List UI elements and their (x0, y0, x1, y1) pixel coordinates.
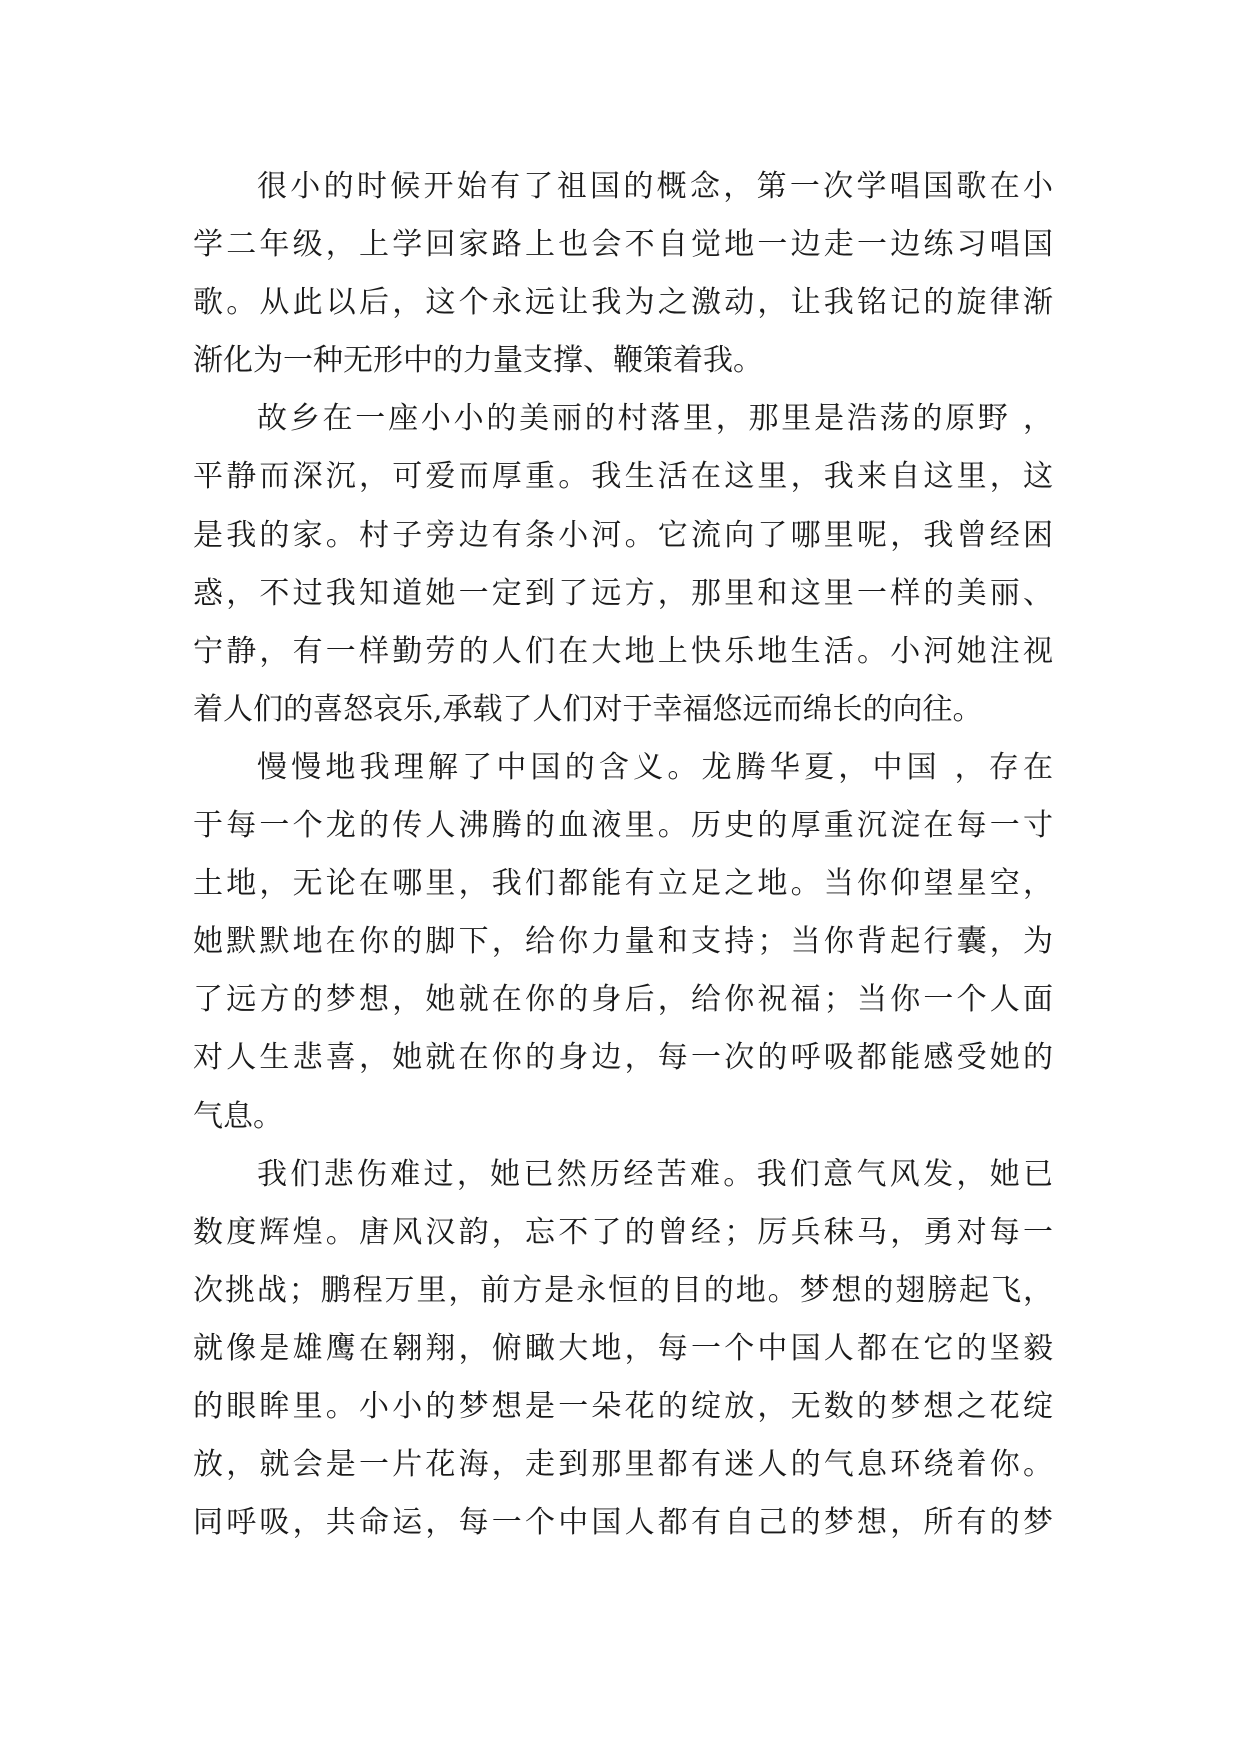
text-line: 渐化为一种无形中的力量支撑、鞭策着我。 (193, 343, 763, 379)
text-line: 她默默地在你的脚下，给你力量和支持；当你背起行囊，为 (193, 924, 1053, 960)
text-line: 就像是雄鹰在翱翔，俯瞰大地，每一个中国人都在它的坚毅 (193, 1330, 1053, 1366)
text-line: 数度辉煌。唐风汉韵，忘不了的曾经；厉兵秣马，勇对每一 (193, 1214, 1053, 1250)
text-line: 很小的时候开始有了祖国的概念，第一次学唱国歌在小 (257, 169, 1053, 204)
text-line: 于每一个龙的传人沸腾的血液里。历史的厚重沉淀在每一寸 (193, 808, 1053, 844)
text-line: 气息。 (193, 1098, 283, 1134)
text-line: 惑，不过我知道她一定到了远方，那里和这里一样的美丽、 (193, 575, 1053, 611)
text-line: 的眼眸里。小小的梦想是一朵花的绽放，无数的梦想之花绽 (193, 1388, 1053, 1424)
text-line: 土地，无论在哪里，我们都能有立足之地。当你仰望星空， (193, 866, 1053, 902)
text-line: 次挑战；鹏程万里，前方是永恒的目的地。梦想的翅膀起飞， (193, 1272, 1053, 1308)
text-line: 着人们的喜怒哀乐,承载了人们对于幸福悠远而绵长的向往。 (193, 691, 983, 727)
text-line: 对人生悲喜，她就在你的身边，每一次的呼吸都能感受她的 (193, 1040, 1053, 1076)
text-line: 我们悲伤难过，她已然历经苦难。我们意气风发，她已 (257, 1156, 1053, 1192)
text-line: 平静而深沉，可爱而厚重。我生活在这里，我来自这里，这 (193, 459, 1053, 495)
text-line: 慢慢地我理解了中国的含义。龙腾华夏，中国 ，存在 (257, 749, 1053, 785)
body-text (193, 158, 1053, 1552)
paragraph-4 (193, 1146, 1053, 1553)
text-line: 了远方的梦想，她就在你的身后，给你祝福；当你一个人面 (193, 982, 1053, 1018)
paragraph-3 (193, 739, 1053, 1146)
paragraph-2 (193, 390, 1053, 739)
text-line: 同呼吸，共命运，每一个中国人都有自己的梦想，所有的梦 (193, 1505, 1053, 1541)
text-line: 是我的家。村子旁边有条小河。它流向了哪里呢，我曾经困 (193, 517, 1053, 553)
text-line: 放，就会是一片花海，走到那里都有迷人的气息环绕着你。 (193, 1447, 1053, 1483)
paragraph-1 (193, 158, 1053, 390)
text-line: 宁静，有一样勤劳的人们在大地上快乐地生活。小河她注视 (193, 633, 1053, 669)
text-line: 故乡在一座小小的美丽的村落里，那里是浩荡的原野 ， (257, 401, 1053, 437)
text-line: 学二年级，上学回家路上也会不自觉地一边走一边练习唱国 (193, 227, 1053, 263)
text-line: 歌。从此以后，这个永远让我为之激动，让我铭记的旋律渐 (193, 285, 1053, 321)
